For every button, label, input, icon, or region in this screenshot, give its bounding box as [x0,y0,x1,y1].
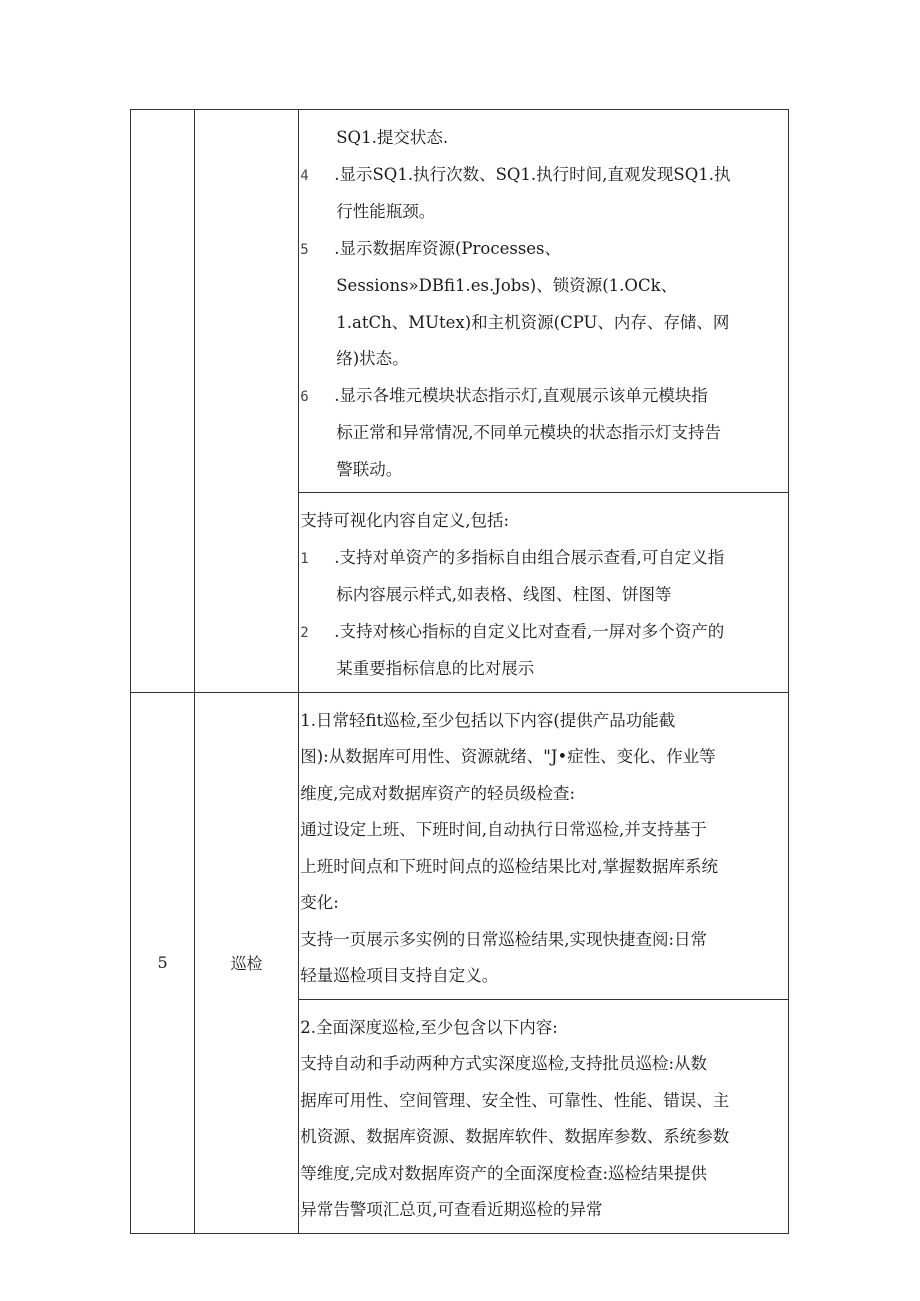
custom-line [300,503,784,540]
custom-line [300,577,784,614]
line-text: 标内容展示样式,如表格、线图、柱图、饼图等 [336,585,672,604]
line-text: 支持可视化内容自定义,包括: [300,511,510,530]
row-a-display-cell [299,110,789,493]
custom-line [300,614,784,652]
deep-line: 异常告警项汇总页,可查看近期巡检的异常 [300,1200,603,1219]
spec-table [130,109,789,1234]
custom-line [300,651,784,688]
deep-line: 支持自动和手动两种方式实深度巡检,支持批员巡检:从数 [300,1054,708,1073]
line-text: 警联动。 [336,459,403,479]
display-line [300,120,784,157]
deep-line: 据库可用性、空间管理、安全性、可靠性、性能、错误、主 [300,1090,730,1110]
row-name: 巡检 [230,954,263,973]
daily-line: 维度,完成对数据库资产的轻员级检查: [300,783,576,803]
line-text: .显示数据库资源(Processes、 [334,238,562,258]
deep-line: 等维度,完成对数据库资产的全面深度检查:巡检结果提供 [300,1163,708,1183]
daily-line: 支持一页展示多实例的日常巡检结果,实现快捷查阅:日常 [300,929,708,949]
daily-line: 变化: [300,893,339,912]
line-text: 1.atCh、MUtex)和主机资源(CPU、内存、存储、网 [336,312,730,332]
line-text: 行性能瓶颈。 [336,202,436,221]
deep-line: 2.全面深度巡检,至少包含以下内容: [300,1017,558,1037]
row-b-name-cell [195,692,299,1233]
row-index: 5 [157,953,168,972]
display-items-list [299,110,788,492]
line-text: 某重要指标信息的比对展示 [336,659,535,678]
deep-line: 机资源、数据库资源、数据库软件、数据库参数、系统参数 [300,1127,730,1146]
line-text: SQ1.提交状态. [336,128,449,147]
line-text: 标正常和异常情况,不同单元模块的状态指示灯支持告 [336,423,721,442]
item-number: 2 [300,624,309,641]
display-line [300,231,784,269]
deep-inspection-cell [299,999,789,1233]
item-number: 4 [300,167,309,184]
item-number: 6 [300,388,309,405]
daily-inspection-cell [299,692,789,999]
daily-line: 1.日常轻fit巡检,至少包括以下内容(提供产品功能截 [300,710,676,730]
line-text: .显示SQ1.执行次数、SQ1.执行时间,直观发现SQ1.执 [334,164,731,184]
display-line [300,452,784,489]
item-number: 1 [300,550,309,567]
display-line [300,157,784,195]
daily-line: 上班时间点和下班时间点的巡检结果比对,掌握数据库系统 [300,856,718,876]
custom-line [300,540,784,578]
daily-line: 通过设定上班、下班时间,自动执行日常巡检,并支持基于 [300,820,707,839]
row-b-index-cell [131,692,195,1233]
custom-items-list [299,493,788,692]
deep-inspection-text [299,1000,788,1233]
line-text: .显示各堆元模块状态指示灯,直观展示该单元模块指 [334,385,708,405]
item-number: 5 [300,241,309,258]
row-a-custom-cell [299,493,789,693]
display-line [300,378,784,416]
line-text: .支持对核心指标的自定义比对查看,一屏对多个资产的 [334,621,725,641]
display-line [300,268,784,305]
line-text: 络)状态。 [336,349,409,368]
display-line [300,341,784,378]
daily-line: 轻量巡检项目支持自定义。 [300,966,499,985]
daily-inspection-text [299,693,788,999]
daily-line: 图):从数据库可用性、资源就绪、"J•症性、变化、作业等 [300,747,716,766]
display-line [300,194,784,231]
line-text: Sessions»DBfi1.es.Jobs)、锁资源(1.OCk、 [336,276,678,295]
row-a-index-cell [131,110,195,693]
row-a-name-cell [195,110,299,693]
display-line [300,305,784,342]
display-line [300,415,784,452]
line-text: .支持对单资产的多指标自由组合展示查看,可自定义指 [334,547,725,567]
